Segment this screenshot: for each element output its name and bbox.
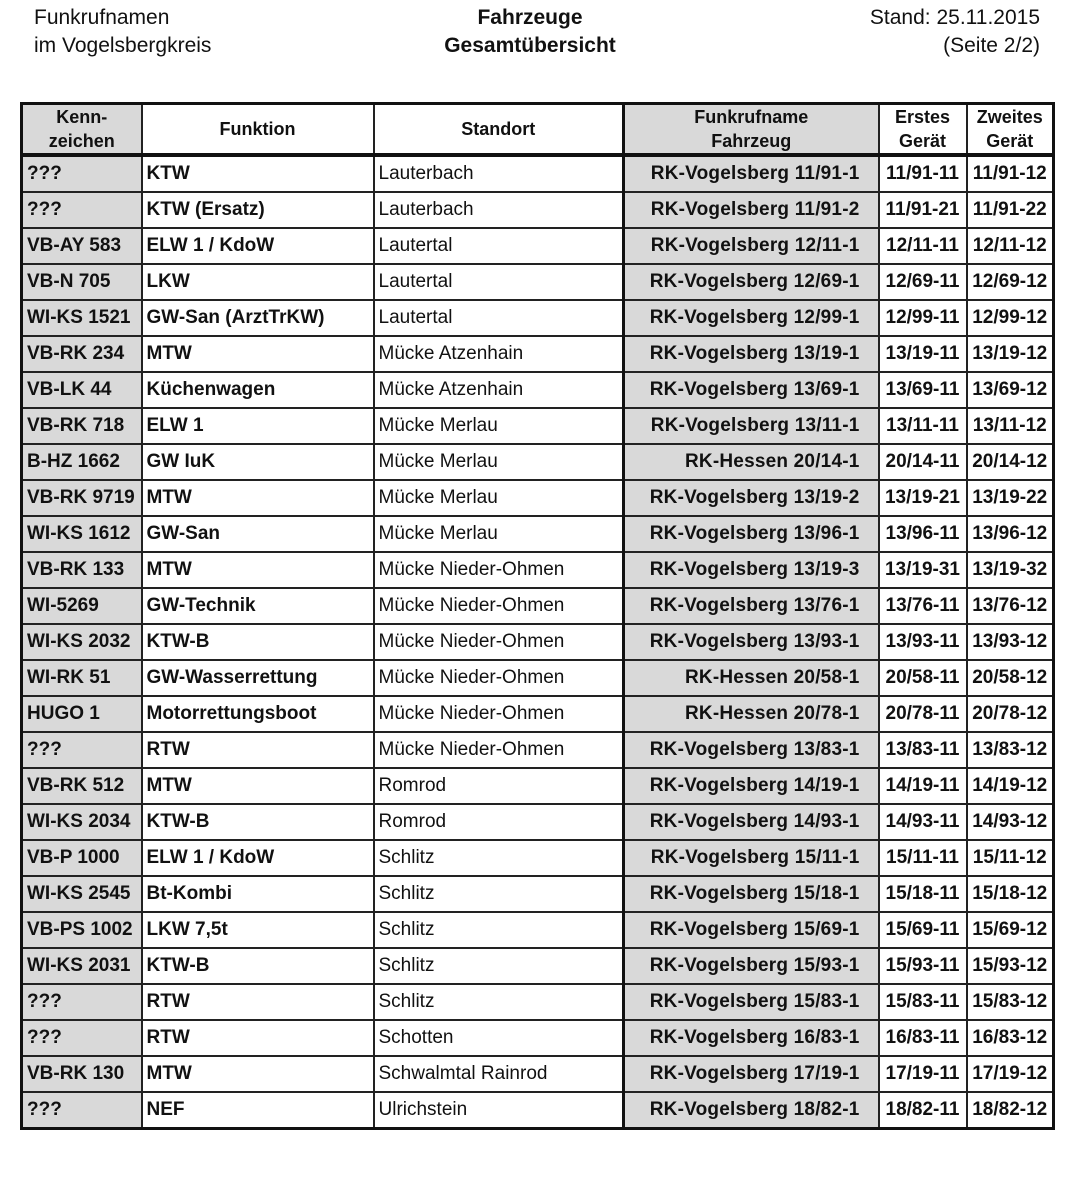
table-row (22, 660, 1054, 696)
col-header-kennzeichen (22, 104, 142, 156)
table-row (22, 984, 1054, 1020)
cell-kennzeichen: VB-RK 9719 (22, 480, 142, 516)
cell-funkrufname: RK-Hessen 20/78-1 (624, 696, 879, 732)
cell-zweites-geraet: 17/19-12 (967, 1056, 1054, 1092)
cell-kennzeichen: VB-RK 133 (22, 552, 142, 588)
col-header-text: Gerät (898, 131, 947, 151)
cell-kennzeichen: VB-N 705 (22, 264, 142, 300)
cell-funkrufname: RK-Hessen 20/14-1 (624, 444, 879, 480)
cell-zweites-geraet: 18/82-12 (967, 1092, 1054, 1129)
cell-funkrufname: RK-Vogelsberg 17/19-1 (624, 1056, 879, 1092)
cell-funktion: GW IuK (142, 444, 374, 480)
cell-standort: Mücke Merlau (374, 408, 624, 444)
cell-standort: Lautertal (374, 264, 624, 300)
cell-funkrufname: RK-Vogelsberg 13/93-1 (624, 624, 879, 660)
cell-standort: Schlitz (374, 912, 624, 948)
cell-kennzeichen: ??? (22, 732, 142, 768)
table-row (22, 1056, 1054, 1092)
cell-kennzeichen: B-HZ 1662 (22, 444, 142, 480)
cell-standort: Schlitz (374, 876, 624, 912)
cell-funkrufname: RK-Vogelsberg 18/82-1 (624, 1092, 879, 1129)
table-row (22, 155, 1054, 192)
cell-kennzeichen: HUGO 1 (22, 696, 142, 732)
cell-standort: Mücke Nieder-Ohmen (374, 624, 624, 660)
cell-funkrufname: RK-Vogelsberg 13/69-1 (624, 372, 879, 408)
cell-zweites-geraet: 12/11-12 (967, 228, 1054, 264)
cell-funktion: GW-San (142, 516, 374, 552)
cell-standort: Mücke Atzenhain (374, 372, 624, 408)
cell-funktion: MTW (142, 552, 374, 588)
cell-funktion: MTW (142, 1056, 374, 1092)
cell-funkrufname: RK-Vogelsberg 15/69-1 (624, 912, 879, 948)
cell-funkrufname: RK-Vogelsberg 16/83-1 (624, 1020, 879, 1056)
table-row (22, 840, 1054, 876)
cell-erstes-geraet: 14/93-11 (879, 804, 967, 840)
cell-erstes-geraet: 15/93-11 (879, 948, 967, 984)
cell-kennzeichen: VB-PS 1002 (22, 912, 142, 948)
cell-funkrufname: RK-Vogelsberg 15/11-1 (624, 840, 879, 876)
table-row (22, 876, 1054, 912)
cell-kennzeichen: ??? (22, 984, 142, 1020)
cell-kennzeichen: VB-RK 512 (22, 768, 142, 804)
issuer-heading (34, 4, 211, 60)
cell-zweites-geraet: 13/83-12 (967, 732, 1054, 768)
cell-kennzeichen: WI-KS 2034 (22, 804, 142, 840)
cell-zweites-geraet: 20/78-12 (967, 696, 1054, 732)
cell-zweites-geraet: 15/18-12 (967, 876, 1054, 912)
cell-zweites-geraet: 13/19-22 (967, 480, 1054, 516)
cell-kennzeichen: VB-AY 583 (22, 228, 142, 264)
table-row (22, 192, 1054, 228)
cell-funktion: KTW-B (142, 948, 374, 984)
cell-kennzeichen: ??? (22, 1020, 142, 1056)
cell-funktion: NEF (142, 1092, 374, 1129)
cell-standort: Ulrichstein (374, 1092, 624, 1129)
cell-zweites-geraet: 11/91-22 (967, 192, 1054, 228)
cell-standort: Romrod (374, 804, 624, 840)
cell-standort: Mücke Nieder-Ohmen (374, 552, 624, 588)
cell-standort: Lautertal (374, 300, 624, 336)
cell-kennzeichen: VB-LK 44 (22, 372, 142, 408)
cell-kennzeichen: WI-KS 1612 (22, 516, 142, 552)
cell-funkrufname: RK-Vogelsberg 13/19-3 (624, 552, 879, 588)
cell-zweites-geraet: 15/11-12 (967, 840, 1054, 876)
col-header-text: zeichen (48, 131, 115, 151)
col-header-text: Kenn- (56, 107, 108, 127)
issuer-line-1: Funkrufnamen (34, 6, 170, 29)
cell-standort: Mücke Merlau (374, 444, 624, 480)
cell-erstes-geraet: 15/69-11 (879, 912, 967, 948)
cell-funkrufname: RK-Vogelsberg 14/93-1 (624, 804, 879, 840)
cell-standort: Schlitz (374, 984, 624, 1020)
cell-zweites-geraet: 20/14-12 (967, 444, 1054, 480)
cell-funktion: RTW (142, 984, 374, 1020)
cell-zweites-geraet: 16/83-12 (967, 1020, 1054, 1056)
cell-funktion: Bt-Kombi (142, 876, 374, 912)
cell-kennzeichen: ??? (22, 155, 142, 192)
cell-standort: Mücke Nieder-Ohmen (374, 696, 624, 732)
cell-zweites-geraet: 13/19-32 (967, 552, 1054, 588)
table-row (22, 516, 1054, 552)
vehicle-table (20, 102, 1055, 1130)
cell-funkrufname: RK-Hessen 20/58-1 (624, 660, 879, 696)
table-row (22, 228, 1054, 264)
cell-kennzeichen: ??? (22, 1092, 142, 1129)
table-row (22, 624, 1054, 660)
cell-erstes-geraet: 16/83-11 (879, 1020, 967, 1056)
cell-standort: Mücke Merlau (374, 480, 624, 516)
table-row (22, 552, 1054, 588)
date-stamp: Stand: 25.11.2015 (869, 6, 1040, 29)
cell-standort: Mücke Nieder-Ohmen (374, 660, 624, 696)
cell-funktion: KTW (142, 155, 374, 192)
cell-zweites-geraet: 12/69-12 (967, 264, 1054, 300)
cell-funkrufname: RK-Vogelsberg 12/11-1 (624, 228, 879, 264)
document-title (380, 4, 680, 60)
table-row (22, 588, 1054, 624)
cell-erstes-geraet: 13/19-11 (879, 336, 967, 372)
cell-funktion: RTW (142, 1020, 374, 1056)
cell-kennzeichen: WI-KS 2031 (22, 948, 142, 984)
cell-zweites-geraet: 13/19-12 (967, 336, 1054, 372)
cell-zweites-geraet: 13/93-12 (967, 624, 1054, 660)
cell-zweites-geraet: 14/93-12 (967, 804, 1054, 840)
cell-zweites-geraet: 13/96-12 (967, 516, 1054, 552)
cell-kennzeichen: WI-RK 51 (22, 660, 142, 696)
cell-funktion: MTW (142, 336, 374, 372)
cell-zweites-geraet: 13/76-12 (967, 588, 1054, 624)
cell-zweites-geraet: 15/69-12 (967, 912, 1054, 948)
cell-erstes-geraet: 13/19-31 (879, 552, 967, 588)
cell-erstes-geraet: 13/96-11 (879, 516, 967, 552)
cell-funktion: ELW 1 / KdoW (142, 840, 374, 876)
cell-funkrufname: RK-Vogelsberg 15/93-1 (624, 948, 879, 984)
table-row (22, 912, 1054, 948)
col-header-text: Fahrzeug (711, 131, 792, 151)
col-header-standort: Standort (374, 104, 624, 156)
cell-zweites-geraet: 14/19-12 (967, 768, 1054, 804)
cell-erstes-geraet: 12/69-11 (879, 264, 967, 300)
cell-funktion: KTW (Ersatz) (142, 192, 374, 228)
cell-funkrufname: RK-Vogelsberg 13/76-1 (624, 588, 879, 624)
col-header-text: Erstes (894, 107, 951, 127)
cell-erstes-geraet: 17/19-11 (879, 1056, 967, 1092)
cell-funktion: Küchenwagen (142, 372, 374, 408)
cell-standort: Lauterbach (374, 155, 624, 192)
cell-erstes-geraet: 15/83-11 (879, 984, 967, 1020)
cell-erstes-geraet: 12/11-11 (879, 228, 967, 264)
cell-standort: Lautertal (374, 228, 624, 264)
cell-funktion: RTW (142, 732, 374, 768)
cell-erstes-geraet: 12/99-11 (879, 300, 967, 336)
cell-zweites-geraet: 20/58-12 (967, 660, 1054, 696)
cell-zweites-geraet: 15/83-12 (967, 984, 1054, 1020)
cell-funkrufname: RK-Vogelsberg 13/11-1 (624, 408, 879, 444)
cell-kennzeichen: VB-RK 130 (22, 1056, 142, 1092)
table-row (22, 732, 1054, 768)
cell-erstes-geraet: 11/91-21 (879, 192, 967, 228)
table-row (22, 804, 1054, 840)
table-row (22, 408, 1054, 444)
cell-funkrufname: RK-Vogelsberg 13/19-1 (624, 336, 879, 372)
table-row (22, 1020, 1054, 1056)
cell-kennzeichen: WI-KS 2545 (22, 876, 142, 912)
cell-zweites-geraet: 13/69-12 (967, 372, 1054, 408)
cell-funkrufname: RK-Vogelsberg 13/96-1 (624, 516, 879, 552)
cell-standort: Mücke Nieder-Ohmen (374, 588, 624, 624)
cell-erstes-geraet: 15/18-11 (879, 876, 967, 912)
table-row (22, 444, 1054, 480)
cell-funkrufname: RK-Vogelsberg 15/83-1 (624, 984, 879, 1020)
cell-standort: Lauterbach (374, 192, 624, 228)
cell-kennzeichen: VB-RK 234 (22, 336, 142, 372)
cell-zweites-geraet: 13/11-12 (967, 408, 1054, 444)
cell-erstes-geraet: 14/19-11 (879, 768, 967, 804)
cell-funktion: GW-Technik (142, 588, 374, 624)
cell-funkrufname: RK-Vogelsberg 14/19-1 (624, 768, 879, 804)
cell-funkrufname: RK-Vogelsberg 11/91-1 (624, 155, 879, 192)
cell-standort: Mücke Merlau (374, 516, 624, 552)
cell-funkrufname: RK-Vogelsberg 12/69-1 (624, 264, 879, 300)
cell-funktion: MTW (142, 480, 374, 516)
cell-erstes-geraet: 15/11-11 (879, 840, 967, 876)
cell-funktion: ELW 1 (142, 408, 374, 444)
cell-standort: Mücke Atzenhain (374, 336, 624, 372)
cell-erstes-geraet: 13/76-11 (879, 588, 967, 624)
issuer-line-2: im Vogelsbergkreis (34, 34, 212, 57)
cell-kennzeichen: WI-KS 2032 (22, 624, 142, 660)
cell-funkrufname: RK-Vogelsberg 13/83-1 (624, 732, 879, 768)
table-row (22, 372, 1054, 408)
cell-erstes-geraet: 13/69-11 (879, 372, 967, 408)
cell-kennzeichen: VB-RK 718 (22, 408, 142, 444)
cell-funktion: LKW (142, 264, 374, 300)
cell-kennzeichen: VB-P 1000 (22, 840, 142, 876)
cell-standort: Schwalmtal Rainrod (374, 1056, 624, 1092)
table-header-row (22, 104, 1054, 156)
cell-funkrufname: RK-Vogelsberg 13/19-2 (624, 480, 879, 516)
cell-funkrufname: RK-Vogelsberg 11/91-2 (624, 192, 879, 228)
cell-funktion: KTW-B (142, 624, 374, 660)
cell-zweites-geraet: 12/99-12 (967, 300, 1054, 336)
cell-funktion: MTW (142, 768, 374, 804)
table-row (22, 696, 1054, 732)
col-header-zweites-geraet (967, 104, 1054, 156)
cell-standort: Schlitz (374, 840, 624, 876)
cell-erstes-geraet: 13/93-11 (879, 624, 967, 660)
document-meta (870, 4, 1040, 60)
cell-standort: Schotten (374, 1020, 624, 1056)
table-row (22, 768, 1054, 804)
table-row (22, 264, 1054, 300)
cell-erstes-geraet: 20/58-11 (879, 660, 967, 696)
cell-erstes-geraet: 20/78-11 (879, 696, 967, 732)
title-line-1: Fahrzeuge (477, 6, 583, 29)
col-header-erstes-geraet (879, 104, 967, 156)
page-number: (Seite 2/2) (943, 34, 1040, 57)
cell-erstes-geraet: 13/11-11 (879, 408, 967, 444)
col-header-funktion: Funktion (142, 104, 374, 156)
cell-erstes-geraet: 13/19-21 (879, 480, 967, 516)
cell-kennzeichen: WI-5269 (22, 588, 142, 624)
cell-zweites-geraet: 15/93-12 (967, 948, 1054, 984)
cell-erstes-geraet: 20/14-11 (879, 444, 967, 480)
cell-standort: Romrod (374, 768, 624, 804)
table-row (22, 300, 1054, 336)
cell-funkrufname: RK-Vogelsberg 12/99-1 (624, 300, 879, 336)
col-header-text: Gerät (986, 131, 1034, 151)
table-row (22, 480, 1054, 516)
table-row (22, 948, 1054, 984)
cell-funkrufname: RK-Vogelsberg 15/18-1 (624, 876, 879, 912)
col-header-text: Funkrufname (694, 107, 809, 127)
col-header-text: Zweites (976, 107, 1043, 127)
title-line-2: Gesamtübersicht (444, 34, 616, 57)
cell-funktion: KTW-B (142, 804, 374, 840)
cell-funktion: GW-San (ArztTrKW) (142, 300, 374, 336)
col-header-funkrufname (624, 104, 879, 156)
cell-kennzeichen: ??? (22, 192, 142, 228)
cell-erstes-geraet: 13/83-11 (879, 732, 967, 768)
cell-zweites-geraet: 11/91-12 (967, 155, 1054, 192)
cell-funktion: ELW 1 / KdoW (142, 228, 374, 264)
cell-funktion: GW-Wasserrettung (142, 660, 374, 696)
cell-kennzeichen: WI-KS 1521 (22, 300, 142, 336)
cell-funktion: Motorrettungsboot (142, 696, 374, 732)
cell-standort: Schlitz (374, 948, 624, 984)
cell-funktion: LKW 7,5t (142, 912, 374, 948)
cell-erstes-geraet: 11/91-11 (879, 155, 967, 192)
cell-erstes-geraet: 18/82-11 (879, 1092, 967, 1129)
table-row (22, 1092, 1054, 1129)
cell-standort: Mücke Nieder-Ohmen (374, 732, 624, 768)
table-row (22, 336, 1054, 372)
table-body (22, 155, 1054, 1129)
